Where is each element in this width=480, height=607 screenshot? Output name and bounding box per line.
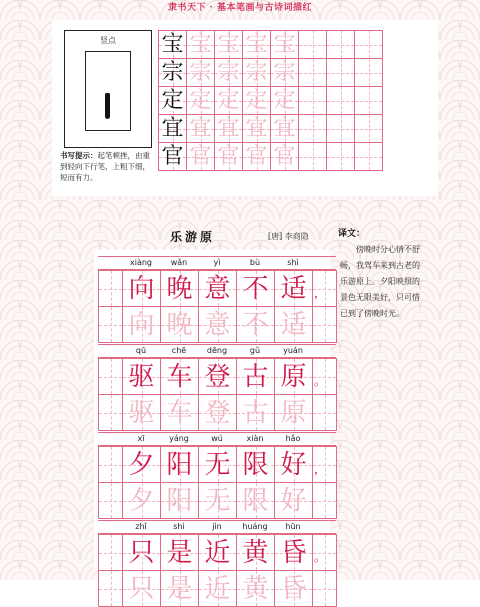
margin-cell	[312, 570, 337, 607]
top-grid-cell	[270, 142, 299, 171]
poem-grid-cell	[236, 534, 275, 571]
tips-text: 起笔顿挫，由重到轻向下行笔，上粗下细，短而有力。	[60, 151, 150, 182]
pinyin-label: wǎn	[170, 258, 188, 267]
stroke-demo-box	[64, 30, 152, 148]
poem-grid-cell	[236, 358, 275, 395]
top-grid-cell	[186, 86, 215, 115]
poem-grid-cell	[122, 306, 161, 343]
tips-label: 书写提示：	[60, 151, 98, 160]
poem-grid-cell	[236, 270, 275, 307]
poem-trace-character: 向	[128, 309, 155, 340]
pinyin-label: xiàn	[246, 434, 264, 443]
poem-grid-cell	[274, 270, 313, 307]
top-grid-cell	[270, 114, 299, 143]
translation-text: 傍晚时分心情不舒畅，我驾车来到古老的乐游原上。夕阳映照的景色无限美好，只可惜已到了傍晚时光。	[340, 245, 420, 318]
poem-character: 无	[204, 449, 231, 480]
poem-trace-character: 晚	[166, 309, 193, 340]
grid-guide	[313, 143, 314, 170]
top-grid-cell	[186, 142, 215, 171]
poem-grid-cell	[160, 446, 199, 483]
trace-character: 宗	[217, 59, 240, 85]
grid-guide	[341, 59, 342, 86]
top-grid-cell	[242, 114, 271, 143]
model-character: 宗	[161, 59, 184, 85]
poem-trace-character: 原	[280, 397, 307, 428]
poem-grid-cell	[236, 306, 275, 343]
poem-character: 不	[242, 273, 269, 304]
grid-guide	[313, 87, 314, 114]
stroke-frame	[85, 51, 131, 131]
top-grid-cell	[354, 30, 383, 59]
pinyin-label: yáng	[169, 434, 189, 443]
top-grid-cell	[354, 86, 383, 115]
poem-grid-cell	[160, 394, 199, 431]
poem-grid-cell	[236, 446, 275, 483]
margin-cell	[312, 306, 337, 343]
grid-guide	[111, 483, 112, 518]
poem-grid-cell	[236, 394, 275, 431]
grid-guide	[111, 307, 112, 342]
top-grid-cell	[214, 142, 243, 171]
poem-grid-cell	[274, 394, 313, 431]
poem-trace-character: 只	[128, 573, 155, 604]
pinyin-label: qū	[135, 346, 147, 355]
grid-guide	[341, 87, 342, 114]
top-grid-cell	[186, 114, 215, 143]
margin-cell	[98, 358, 123, 395]
top-grid-cell	[298, 30, 327, 59]
pinyin-label: yì	[213, 258, 221, 267]
grid-guide	[111, 359, 112, 394]
pinyin-label: bù	[249, 258, 261, 267]
pinyin-label: hūn	[285, 522, 301, 531]
poem-trace-character: 驱	[128, 397, 155, 428]
top-grid-cell	[354, 58, 383, 87]
poem-character: 驱	[128, 361, 155, 392]
grid-guide	[111, 271, 112, 306]
poem-grid-cell	[122, 394, 161, 431]
writing-tips	[60, 150, 156, 183]
model-character: 宜	[161, 115, 184, 141]
margin-cell	[98, 306, 123, 343]
poem-grid-cell	[160, 270, 199, 307]
poem-author: [唐] 李商隐	[268, 232, 309, 241]
grid-guide	[325, 395, 326, 430]
poem-grid-cell	[274, 570, 313, 607]
vertical-dot-stroke-icon	[105, 93, 110, 119]
top-grid-cell	[298, 58, 327, 87]
poem-trace-character: 近	[204, 573, 231, 604]
top-grid-cell	[270, 58, 299, 87]
poem-character: 阳	[166, 449, 193, 480]
poem-grid-cell	[198, 270, 237, 307]
poem-character: 好	[280, 449, 307, 480]
poem-trace-character: 古	[242, 397, 269, 428]
poem-character: 适	[280, 273, 307, 304]
top-grid-cell	[326, 114, 355, 143]
poem-title: 乐游原	[170, 230, 216, 244]
poem-character: 原	[280, 361, 307, 392]
poem-trace-character: 适	[280, 309, 307, 340]
poem-character: 限	[242, 449, 269, 480]
margin-cell	[98, 570, 123, 607]
poem-character: 昏	[280, 537, 307, 568]
poem-character: 意	[204, 273, 231, 304]
pinyin-label: xiàng	[129, 258, 152, 267]
punctuation-mark: 。	[314, 374, 327, 388]
top-grid-cell	[326, 30, 355, 59]
punctuation-mark: ，	[314, 462, 327, 476]
margin-cell	[98, 482, 123, 519]
poem-grid-cell	[198, 570, 237, 607]
poem-character: 只	[128, 537, 155, 568]
poem-trace-character: 阳	[166, 485, 193, 516]
grid-guide	[369, 87, 370, 114]
top-grid-cell	[242, 30, 271, 59]
trace-character: 定	[245, 87, 268, 113]
poem-character: 夕	[128, 449, 155, 480]
top-grid-cell	[186, 30, 215, 59]
poem-trace-character: 夕	[128, 485, 155, 516]
poem-grid-cell	[122, 446, 161, 483]
top-grid-cell	[214, 58, 243, 87]
poem-character: 向	[128, 273, 155, 304]
poem-grid-cell	[160, 534, 199, 571]
pinyin-label: yuán	[283, 346, 303, 355]
poem-grid-cell	[274, 306, 313, 343]
poem-grid-cell	[122, 534, 161, 571]
poem-character: 古	[242, 361, 269, 392]
margin-cell	[98, 394, 123, 431]
trace-character: 宝	[217, 31, 240, 57]
trace-character: 宝	[273, 31, 296, 57]
trace-character: 宝	[245, 31, 268, 57]
poem-trace-character: 意	[204, 309, 231, 340]
pinyin-label: shì	[173, 522, 185, 531]
pinyin-label: jìn	[212, 522, 222, 531]
poem-trace-character: 不	[242, 309, 269, 340]
top-grid-cell	[326, 58, 355, 87]
grid-guide	[325, 307, 326, 342]
poem-grid-cell	[198, 534, 237, 571]
trace-character: 宜	[189, 115, 212, 141]
top-grid-cell	[214, 86, 243, 115]
pinyin-label: shì	[287, 258, 299, 267]
pinyin-label: chē	[171, 346, 187, 355]
trace-character: 官	[273, 143, 296, 169]
punctuation-mark: 。	[314, 550, 327, 564]
trace-character: 官	[189, 143, 212, 169]
top-grid-cell	[242, 142, 271, 171]
pinyin-label: gǔ	[249, 346, 261, 355]
top-grid-cell	[270, 86, 299, 115]
top-grid-cell	[158, 58, 187, 87]
top-grid-cell	[214, 114, 243, 143]
grid-guide	[111, 535, 112, 570]
top-grid-cell	[298, 86, 327, 115]
grid-guide	[369, 59, 370, 86]
poem-trace-character: 登	[204, 397, 231, 428]
poem-grid-cell	[198, 482, 237, 519]
poem-grid-cell	[160, 358, 199, 395]
pinyin-label: hǎo	[285, 434, 301, 443]
pinyin-label: zhǐ	[135, 522, 147, 531]
poem-trace-character: 无	[204, 485, 231, 516]
grid-guide	[325, 571, 326, 606]
grid-guide	[341, 143, 342, 170]
grid-guide	[111, 447, 112, 482]
poem-trace-character: 限	[242, 485, 269, 516]
top-grid-cell	[326, 142, 355, 171]
poem-grid-cell	[160, 570, 199, 607]
punctuation-mark: ，	[314, 286, 327, 300]
top-grid-cell	[186, 58, 215, 87]
grid-guide	[369, 143, 370, 170]
top-grid-cell	[354, 114, 383, 143]
poem-grid-cell	[198, 306, 237, 343]
trace-character: 官	[217, 143, 240, 169]
grid-guide	[369, 115, 370, 142]
poem-trace-character: 好	[280, 485, 307, 516]
model-character: 定	[161, 87, 184, 113]
poem-character: 近	[204, 537, 231, 568]
margin-cell	[98, 446, 123, 483]
trace-character: 宗	[189, 59, 212, 85]
top-grid-cell	[158, 142, 187, 171]
top-grid-cell	[326, 86, 355, 115]
trace-character: 宜	[245, 115, 268, 141]
poem-grid-cell	[274, 534, 313, 571]
grid-guide	[111, 571, 112, 606]
trace-character: 定	[217, 87, 240, 113]
poem-grid-cell	[122, 570, 161, 607]
trace-character: 官	[245, 143, 268, 169]
translation-title: 译文：	[338, 229, 366, 239]
poem-grid-cell	[274, 446, 313, 483]
grid-guide	[341, 31, 342, 58]
page-header: 隶书天下 · 基本笔画与古诗词描红	[168, 3, 312, 13]
grid-guide	[313, 59, 314, 86]
margin-cell	[98, 534, 123, 571]
poem-grid-cell	[236, 570, 275, 607]
poem-character: 黄	[242, 537, 269, 568]
pinyin-label: huáng	[242, 522, 268, 531]
trace-character: 宜	[273, 115, 296, 141]
poem-grid-cell	[198, 446, 237, 483]
poem-character: 是	[166, 537, 193, 568]
grid-guide	[325, 483, 326, 518]
poem-grid-cell	[122, 482, 161, 519]
margin-cell	[312, 482, 337, 519]
top-grid-cell	[158, 86, 187, 115]
poem-trace-character: 黄	[242, 573, 269, 604]
trace-character: 定	[189, 87, 212, 113]
model-character: 官	[161, 143, 184, 169]
top-grid-cell	[298, 114, 327, 143]
trace-character: 定	[273, 87, 296, 113]
top-grid-cell	[158, 114, 187, 143]
poem-grid-cell	[160, 482, 199, 519]
margin-cell	[312, 394, 337, 431]
top-grid-cell	[298, 142, 327, 171]
poem-grid-cell	[236, 482, 275, 519]
pinyin-label: wú	[211, 434, 223, 443]
grid-guide	[313, 115, 314, 142]
poem-character: 登	[204, 361, 231, 392]
grid-guide	[111, 395, 112, 430]
top-grid-cell	[158, 30, 187, 59]
pinyin-label: dēng	[206, 346, 228, 355]
poem-trace-character: 是	[166, 573, 193, 604]
model-character: 宝	[161, 31, 184, 57]
trace-character: 宗	[245, 59, 268, 85]
poem-grid-cell	[274, 358, 313, 395]
poem-grid-cell	[122, 270, 161, 307]
poem-grid-cell	[198, 394, 237, 431]
poem-grid-cell	[122, 358, 161, 395]
poem-grid-cell	[274, 482, 313, 519]
grid-guide	[313, 31, 314, 58]
poem-character: 晚	[166, 273, 193, 304]
poem-grid-cell	[198, 358, 237, 395]
grid-guide	[341, 115, 342, 142]
poem-trace-character: 车	[166, 397, 193, 428]
top-grid-cell	[214, 30, 243, 59]
grid-guide	[369, 31, 370, 58]
poem-character: 车	[166, 361, 193, 392]
stroke-name: 竖点	[100, 36, 116, 45]
top-grid-cell	[242, 86, 271, 115]
pinyin-label: xī	[137, 434, 145, 443]
top-grid-cell	[354, 142, 383, 171]
trace-character: 宜	[217, 115, 240, 141]
poem-trace-character: 昏	[280, 573, 307, 604]
poem-grid-cell	[160, 306, 199, 343]
trace-character: 宝	[189, 31, 212, 57]
top-grid-cell	[242, 58, 271, 87]
trace-character: 宗	[273, 59, 296, 85]
top-grid-cell	[270, 30, 299, 59]
margin-cell	[98, 270, 123, 307]
